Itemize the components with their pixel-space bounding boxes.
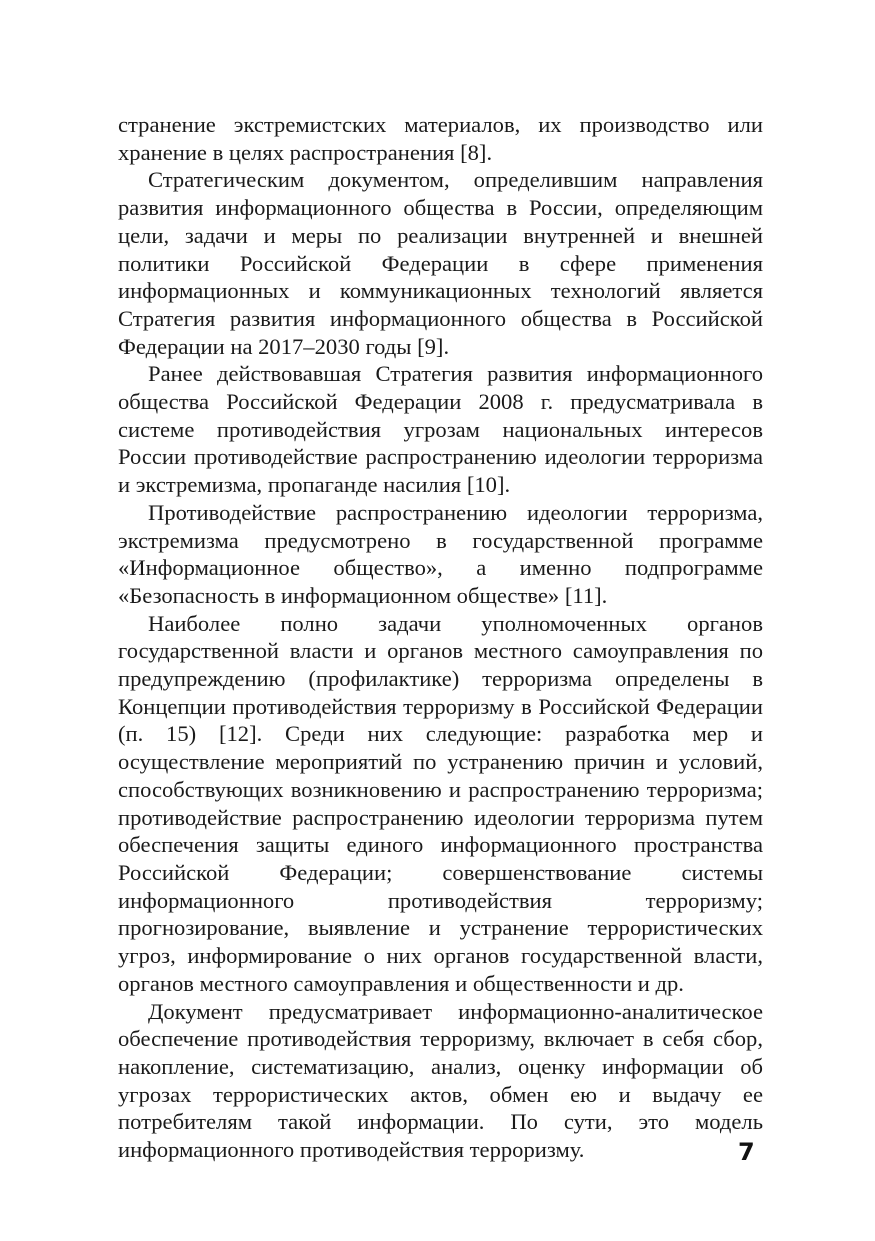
page-number: 7 — [738, 1138, 755, 1166]
page-body — [118, 111, 763, 1164]
paragraph-strategy-document: Стратегическим документом, определившим направления развития информационного общества в России, определяющим цели, задачи и меры по реализации внутренней и внешней политики Российской Федерации в сфере применения информационных и коммуникационных технологий является Стратегия развития информационного общества в Российской Федерации на 2017–2030 годы [9]. — [118, 167, 763, 359]
paragraph-concept-tasks: Наиболее полно задачи уполномоченных органов государственной власти и органов местного самоуправления по предупреждению (профилактике) терроризма определены в Концепции противодействия терроризму в Российской Федерации (п. 15) [12]. Среди них следующие: разработка мер и осуществление мероприятий по устранению причин и условий, способствующих возникновению и распространению терроризма; противодействие распространению идеологии терроризма путем обеспечения защиты единого информационного пространства Российской Федерации; совершенствование системы информационного противодействия терроризму; прогнозирование, выявление и устранение террористических угроз, информирование о них органов государственной власти, органов местного самоуправления и общественности и др. — [118, 610, 763, 996]
paragraph-continued: странение экстремистских материалов, их производство или хранение в целях распространения [8]. — [118, 112, 763, 165]
paragraph-previous-strategy: Ранее действовавшая Стратегия развития информационного общества Российской Федерации 2008 г. предусматривала в системе противодействия угрозам национальных интересов России противодействие распространению идеологии терроризма и экстремизма, пропаганде насилия [10]. — [118, 361, 763, 498]
paragraph-state-program: Противодействие распространению идеологии терроризма, экстремизма предусмотрено в государственной программе «Информационное общество», а именно подпрограмме «Безопасность в информационном обществе» [11]. — [118, 499, 763, 608]
paragraph-information-support: Документ предусматривает информационно-аналитическое обеспечение противодействия терроризму, включает в себя сбор, накопление, систематизацию, анализ, оценку информации об угрозах террористических актов, обмен ею и выдачу ее потребителям такой информации. По сути, это модель информационного противодействия терроризму. — [118, 998, 763, 1163]
